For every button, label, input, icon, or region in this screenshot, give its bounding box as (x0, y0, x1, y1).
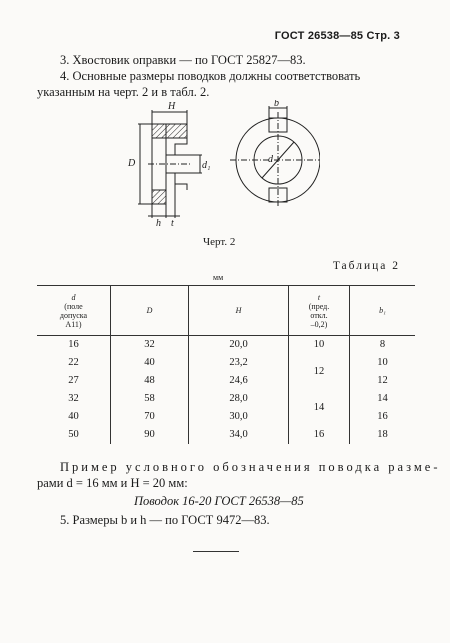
technical-drawing (120, 100, 320, 235)
paragraph-5: 5. Размеры b и h — по ГОСТ 9472—83. (60, 513, 270, 527)
cell-D: 58 (111, 390, 189, 408)
cell-b1: 12 (350, 372, 416, 390)
cell-H: 20,0 (189, 336, 289, 354)
cell-H: 28,0 (189, 390, 289, 408)
paragraph-4-line-2: указанным на черт. 2 и в табл. 2. (37, 85, 210, 99)
drawing-svg (120, 100, 320, 230)
end-rule (193, 551, 239, 552)
table-row (37, 426, 415, 444)
cell-t: 14 (289, 390, 350, 426)
page-header: ГОСТ 26538—85 Стр. 3 (274, 30, 400, 42)
cell-d: 32 (68, 393, 79, 404)
example-line-2: рами d = 16 мм и H = 20 мм: (37, 476, 188, 490)
table-row (37, 372, 415, 390)
cell-D: 32 (111, 336, 189, 354)
cell-d: 22 (68, 357, 79, 368)
cell-D: 40 (111, 354, 189, 372)
cell-t: 12 (289, 354, 350, 390)
cell-b1: 14 (350, 390, 416, 408)
label-H: H (168, 101, 176, 112)
paragraph-3: 3. Хвостовик оправки — по ГОСТ 25827—83. (60, 53, 306, 67)
table-header-row (37, 286, 415, 336)
header-b1: b₁ (350, 286, 416, 336)
hatched-bottom (152, 190, 166, 204)
cell-b1: 18 (350, 426, 416, 444)
header-t: t (пред. откл. –0,2) (289, 286, 350, 336)
cell-t: 16 (289, 426, 350, 444)
designation: Поводок 16-20 ГОСТ 26538—85 (134, 494, 304, 508)
table-unit: мм (213, 273, 224, 282)
cell-D: 90 (111, 426, 189, 444)
header-d: d (поле допуска A11) (37, 286, 111, 336)
figure-caption: Черт. 2 (203, 236, 236, 248)
label-d1: d₁ (202, 160, 211, 171)
cell-t: 10 (289, 336, 350, 354)
cell-d: 16 (68, 339, 79, 351)
cell-H: 30,0 (189, 408, 289, 426)
hatched-top (152, 124, 187, 138)
table-row (37, 390, 415, 408)
label-D: D (128, 158, 136, 169)
paragraph-4-line-1: 4. Основные размеры поводков должны соответствовать (60, 69, 361, 83)
label-t: t (171, 218, 174, 229)
cell-b1: 10 (350, 354, 416, 372)
cell-H: 23,2 (189, 354, 289, 372)
label-h: h (156, 218, 161, 229)
cell-b1: 16 (350, 408, 416, 426)
table-caption: Таблица 2 (332, 260, 400, 272)
table-row (37, 408, 415, 426)
label-b: b (274, 100, 279, 109)
label-d: d (268, 154, 273, 165)
cell-H: 24,6 (189, 372, 289, 390)
cell-d: 27 (68, 375, 79, 386)
cell-D: 48 (111, 372, 189, 390)
dimensions-table (37, 285, 415, 444)
cell-d: 50 (68, 429, 79, 440)
cell-D: 70 (111, 408, 189, 426)
table-row (37, 354, 415, 372)
header-H: H (189, 286, 289, 336)
example-line-1: Пример условного обозначения поводка разме- (60, 460, 441, 474)
header-D: D (111, 286, 189, 336)
cell-d: 40 (68, 411, 79, 422)
cell-H: 34,0 (189, 426, 289, 444)
cell-b1: 8 (350, 336, 416, 354)
table-row (37, 336, 415, 354)
